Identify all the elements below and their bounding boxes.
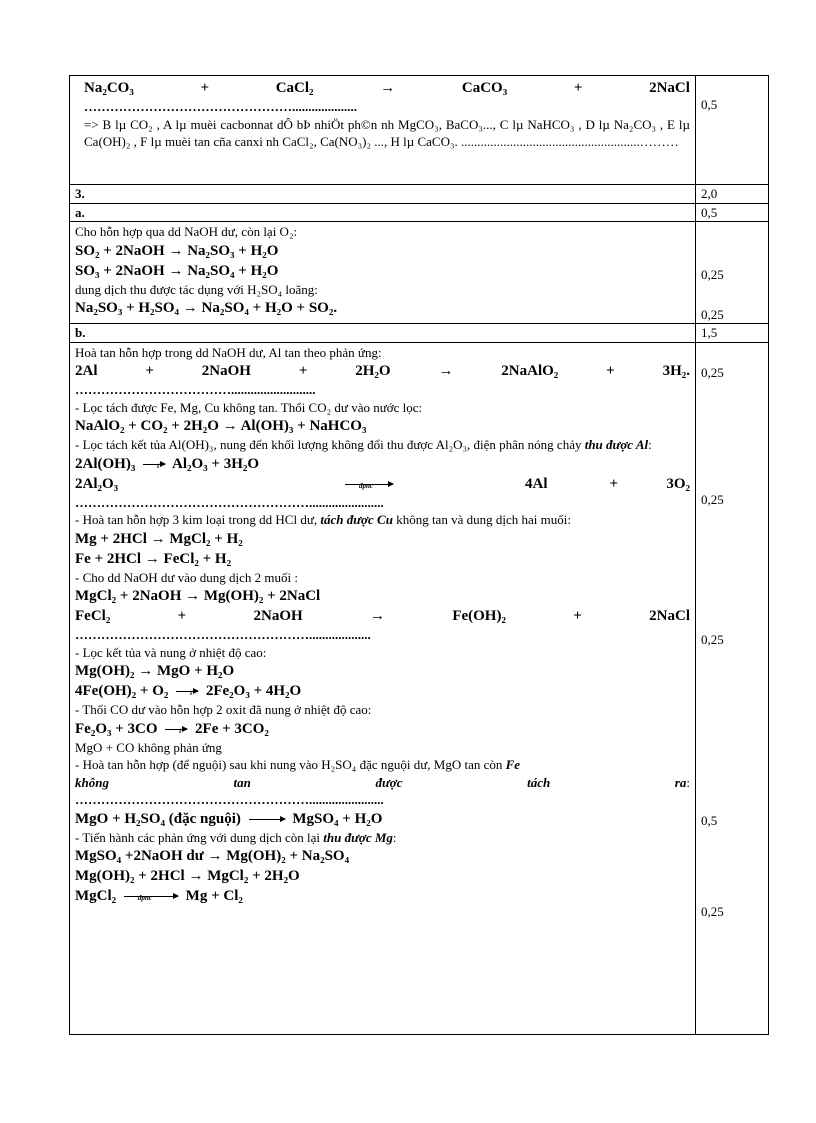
row-part-b-content	[70, 342, 769, 1034]
equation: Fe + 2HCl → FeCl₂ + H₂	[75, 550, 232, 567]
eq-term: 2Al₂O₃	[75, 475, 119, 492]
electrolysis-arrow-icon	[345, 481, 393, 494]
arrow-label: t°	[190, 689, 195, 698]
identification-text: => B lµ CO₂ , A lµ muèi cacbonnat dÔ bÞ nhiÖt ph©n nh MgCO₃, BaCO₃..., C lµ NaHCO₃ , D lµ Na₂CO₃ , E lµ Ca(OH)₂ , F lµ muèi tan cña canxi nh CaCl₂, Ca(NO₃)₂ ..., H lµ CaCO₃. .......................................................………	[84, 116, 690, 149]
heat-arrow-icon	[176, 689, 198, 698]
equation: Mg(OH)₂ + 2HCl → MgCl₂ + 2H₂O	[75, 868, 300, 884]
eq-term: +	[298, 363, 308, 379]
row-part-a	[70, 203, 769, 222]
score: 0,25	[701, 903, 724, 919]
eq-term: 3O₂	[666, 475, 690, 492]
text-line: MgO + CO không phản ứng	[75, 739, 222, 755]
row-part-b	[70, 324, 769, 343]
eq-right: Al₂O₃ + 3H₂O	[172, 455, 260, 472]
eq-term: Fe(OH)₂	[452, 608, 506, 624]
part-label: b.	[75, 325, 86, 340]
score: 0,25	[701, 631, 724, 647]
equation-heat	[75, 681, 690, 701]
eq-term: 2NaOH	[201, 363, 251, 379]
emphasis: thu được Al	[584, 437, 649, 452]
text-line: - Cho dd NaOH dư vào dung dịch 2 muối :	[75, 569, 298, 585]
text-span: - Lọc tách kết tủa Al(OH)₃, nung đến khối lượng không đổi thu được Al₂O₃, điện phân nóng chảy	[75, 437, 582, 452]
text-paragraph	[75, 436, 690, 454]
dotted-leader: …………………………………………....................	[84, 99, 357, 114]
equation: Na₂SO₃ + H₂SO₄ → Na₂SO₄ + H₂O + SO₂.	[75, 300, 338, 316]
text-span: :	[686, 774, 690, 790]
emphasis: tan	[233, 774, 251, 790]
dotted-leader: ………………………………………………...................	[75, 627, 371, 642]
score-cell	[696, 203, 769, 222]
heat-arrow-icon	[165, 726, 187, 735]
equation: MgCl₂ + 2NaOH → Mg(OH)₂ + 2NaCl	[75, 588, 321, 604]
eq-right: 2Fe + 3CO₂	[195, 720, 269, 737]
part-label: a.	[75, 204, 85, 220]
eq-term: 2NaCl	[649, 608, 690, 624]
eq-term: 3H₂.	[662, 363, 690, 379]
eq-term: FeCl₂	[75, 608, 111, 624]
emphasis: thu được Mg	[323, 829, 393, 845]
eq-term: +	[573, 80, 583, 96]
eq-term: Na₂CO₃	[84, 80, 134, 96]
eq-term: +	[145, 363, 154, 379]
text-span: :	[392, 829, 397, 845]
text-line: - Thổi CO dư vào hỗn hợp 2 oxit đã nung ở nhiệt độ cao:	[75, 702, 372, 717]
eq-term: →	[370, 608, 385, 624]
dotted-leader: ……………………………………………….......................	[75, 792, 384, 807]
equation: SO₃ + 2NaOH → Na₂SO₄ + H₂O	[75, 262, 279, 279]
text-line: dung dịch thu được tác dụng với H₂SO₄ loãng:	[75, 281, 318, 297]
score: 0,5	[701, 204, 718, 220]
eq-term: +	[177, 608, 187, 624]
equation: NaAlO₂ + CO₂ + 2H₂O → Al(OH)₃ + NaHCO₃	[75, 418, 367, 434]
equation-electrolysis	[75, 474, 690, 494]
text-span: - Hoà tan hỗn hợp (để nguội) sau khi nung vào H₂SO₄ đặc nguội dư, MgO tan còn	[75, 757, 503, 772]
score-cell	[696, 324, 769, 343]
equation: Mg + 2HCl → MgCl₂ + H₂	[75, 530, 243, 547]
text-line: - Lọc kết tủa và nung ở nhiệt độ cao:	[75, 644, 267, 660]
score-cell	[696, 185, 769, 204]
eq-term: +	[606, 363, 615, 379]
text-span: không tan và dung dịch hai muối:	[396, 512, 571, 527]
equation: MgSO₄ +2NaOH dư → Mg(OH)₂ + Na₂SO₄	[75, 848, 350, 864]
content-cell	[70, 342, 696, 1034]
score: 0,25	[701, 267, 724, 282]
text-paragraph	[75, 511, 690, 529]
eq-term: CaCl₂	[275, 80, 314, 96]
eq-left: Fe₂O₃ + 3CO	[75, 720, 158, 737]
label-cell	[70, 185, 696, 204]
eq-term: +	[573, 608, 582, 624]
eq-term: →	[438, 363, 454, 379]
equation-arrow	[75, 809, 690, 829]
row-question-3	[70, 185, 769, 204]
eq-left: MgCl₂	[75, 888, 117, 904]
heat-arrow-icon	[143, 461, 165, 470]
eq-right: 2Fe₂O₃ + 4H₂O	[205, 683, 302, 699]
eq-right: Mg + Cl₂	[185, 888, 243, 904]
equation: Mg(OH)₂ → MgO + H₂O	[75, 663, 235, 679]
content-cell	[70, 76, 696, 185]
emphasis: ra	[674, 774, 687, 790]
score: 0,5	[701, 97, 718, 112]
score-cell	[696, 222, 769, 324]
eq-right: MgSO₄ + H₂O	[292, 810, 383, 827]
score: 1,5	[701, 325, 718, 340]
eq-term: 2NaAlO₂	[501, 363, 559, 379]
score: 0,25	[701, 364, 724, 380]
eq-term: 4Al	[525, 475, 548, 492]
eq-left: 4Fe(OH)₂ + O₂	[75, 683, 169, 699]
arrow-label: t°	[157, 461, 162, 470]
equation-electrolysis	[75, 886, 690, 906]
emphasis: không	[75, 774, 109, 790]
equation-al-naoh	[75, 361, 690, 381]
equation-fecl2-naoh	[75, 606, 690, 626]
text-span: :	[648, 437, 652, 452]
score: 0,25	[701, 306, 724, 322]
text-span: - Tiến hành các phản ứng với dung dịch còn lại	[75, 829, 320, 845]
question-label: 3.	[75, 186, 85, 201]
score: 0,25	[701, 492, 724, 507]
score: 2,0	[701, 186, 718, 201]
emphasis: được	[375, 774, 403, 790]
equation-heat	[75, 719, 690, 739]
emphasis: Fe	[505, 757, 521, 772]
equation-heat	[75, 454, 690, 474]
intro-text: Cho hỗn hợp qua dd NaOH dư, còn lại O₂:	[75, 224, 298, 239]
label-cell	[70, 324, 696, 343]
text-paragraph	[75, 829, 690, 847]
electrolysis-arrow-icon	[124, 894, 178, 903]
score: 0,5	[701, 813, 718, 828]
justified-line	[75, 774, 690, 792]
equation-na2co3-cacl2	[84, 78, 690, 98]
label-cell	[70, 203, 696, 222]
equation: SO₂ + 2NaOH → Na₂SO₃ + H₂O	[75, 242, 279, 259]
eq-term: 2NaCl	[649, 80, 690, 96]
reaction-arrow-icon	[249, 819, 285, 820]
score-cell	[696, 342, 769, 1034]
content-cell	[70, 222, 696, 324]
eq-term: 2Al	[75, 363, 98, 379]
score-cell	[696, 76, 769, 185]
eq-term: CaCO₃	[461, 80, 508, 96]
dotted-leader: ……………………………………………….......................	[75, 494, 384, 510]
text-span: - Hoà tan hỗn hợp 3 kim loại trong dd HCl dư,	[75, 512, 318, 527]
eq-term: +	[609, 475, 619, 492]
arrow-label: t°	[179, 726, 185, 735]
emphasis: tách	[527, 774, 551, 790]
emphasis: tách được Cu	[320, 512, 393, 527]
arrow-label: đpnc	[359, 481, 373, 490]
eq-term: +	[200, 80, 210, 96]
row-part-a-content	[70, 222, 769, 324]
eq-term: 2NaOH	[253, 608, 303, 624]
row-reaction-summary	[70, 76, 769, 185]
text-line: - Lọc tách được Fe, Mg, Cu không tan. Thổi CO₂ dư vào nước lọc:	[75, 399, 423, 415]
eq-term: →	[380, 80, 396, 96]
text-line: Hoà tan hỗn hợp trong dd NaOH dư, Al tan theo phản ứng:	[75, 344, 382, 360]
arrow-label: đpnc	[137, 894, 152, 903]
eq-left: 2Al(OH)₃	[75, 455, 136, 472]
text-paragraph	[75, 756, 690, 774]
answer-table	[69, 75, 769, 1035]
dotted-leader: ………………………………..........................	[75, 382, 316, 397]
eq-term: 2H₂O	[355, 363, 391, 379]
eq-left: MgO + H₂SO₄ (đặc nguội)	[75, 810, 241, 827]
